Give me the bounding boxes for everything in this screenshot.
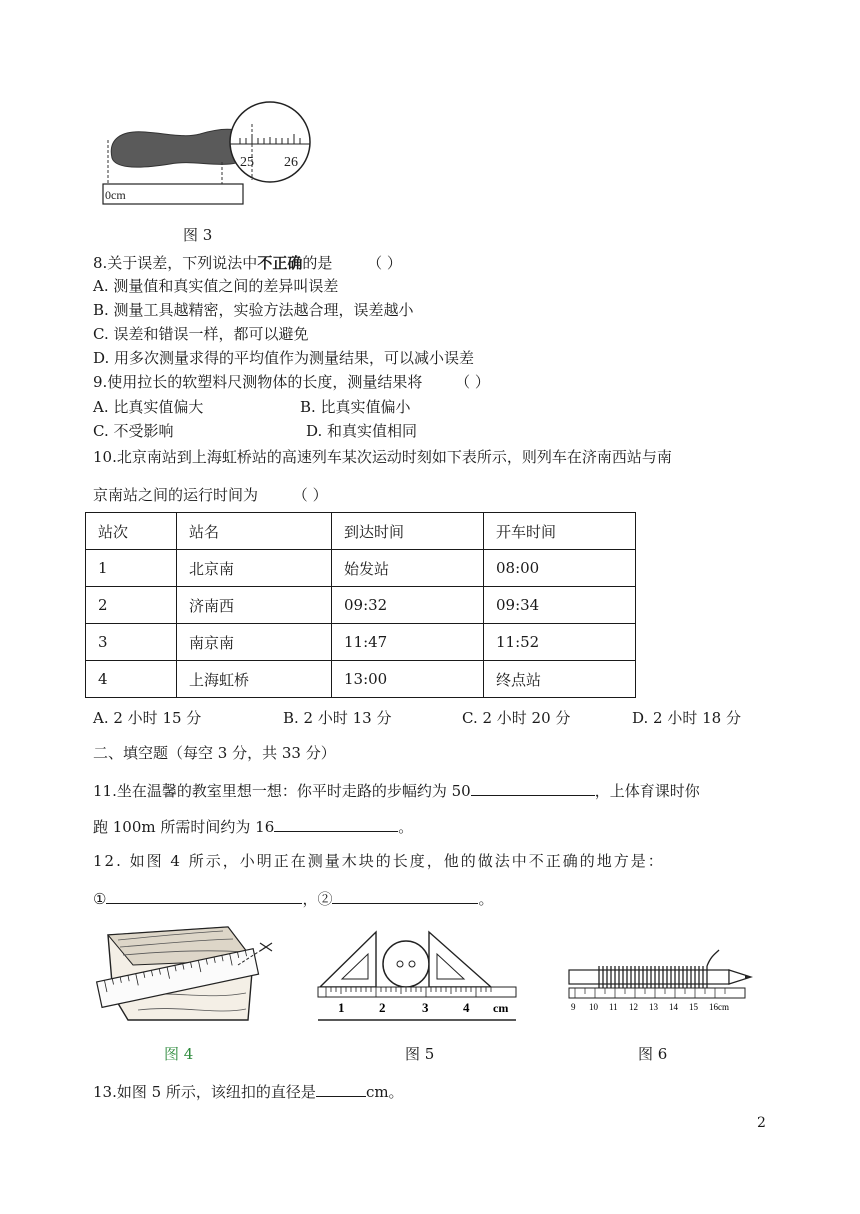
table-cell: 1 bbox=[86, 550, 177, 587]
table-cell: 08:00 bbox=[484, 550, 636, 587]
ruler-unit-label: cm bbox=[493, 1001, 509, 1015]
q12-line1: 12. 如图 4 所示，小明正在测量木块的长度，他的做法中不正确的地方是： bbox=[93, 852, 665, 870]
q12-sep: ， bbox=[302, 890, 318, 908]
table-cell: 南京南 bbox=[177, 624, 332, 661]
q13-text-a: 13.如图 5 所示，该纽扣的直径是 bbox=[93, 1083, 316, 1101]
table-row bbox=[86, 550, 636, 587]
q10-stem-line2 bbox=[93, 485, 328, 505]
q8-stem-a: 8.关于误差，下列说法中 bbox=[93, 254, 258, 272]
q9-stem-text: 9.使用拉长的软塑料尺测物体的长度，测量结果将 bbox=[93, 373, 423, 391]
eye-mark bbox=[260, 943, 272, 951]
q9-option-d: D. 和真实值相同 bbox=[306, 422, 418, 440]
ruler bbox=[569, 988, 745, 998]
q8-option-d: D. 用多次测量求得的平均值作为测量结果，可以减小误差 bbox=[93, 349, 475, 367]
table-cell: 4 bbox=[86, 661, 177, 698]
train-schedule-table bbox=[85, 512, 636, 698]
ruler-tick-label: 9 bbox=[571, 1002, 576, 1012]
q12-mark-1: ① bbox=[93, 890, 107, 908]
table-cell: 11:47 bbox=[332, 624, 484, 661]
q9-stem bbox=[93, 372, 490, 392]
q12-blank-1[interactable] bbox=[106, 887, 302, 904]
table-cell: 09:34 bbox=[484, 587, 636, 624]
q9-option-b: B. 比真实值偏小 bbox=[300, 398, 411, 416]
figure-5-button-diameter bbox=[316, 932, 526, 1024]
q9-option-c: C. 不受影响 bbox=[93, 422, 174, 440]
q10-option-b: B. 2 小时 13 分 bbox=[283, 709, 392, 727]
table-cell: 终点站 bbox=[484, 661, 636, 698]
q8-stem-b: 的是 bbox=[302, 254, 333, 272]
table-cell: 3 bbox=[86, 624, 177, 661]
q12-end: 。 bbox=[478, 890, 494, 908]
q12-blank-2[interactable] bbox=[332, 887, 478, 904]
ruler-tick-label: 11 bbox=[609, 1002, 618, 1012]
q11-line1 bbox=[93, 779, 700, 801]
ruler-zero-label: 0cm bbox=[105, 188, 126, 202]
table-cell: 北京南 bbox=[177, 550, 332, 587]
q11-blank-1[interactable] bbox=[471, 779, 595, 796]
tick-26-label: 26 bbox=[284, 155, 298, 170]
q13-text-b: cm。 bbox=[365, 1083, 404, 1101]
q8-option-b: B. 测量工具越精密，实验方法越合理，误差越小 bbox=[93, 301, 414, 319]
q10-paren: （ ） bbox=[292, 486, 328, 504]
ruler-tick-label: 10 bbox=[589, 1002, 598, 1012]
q9-option-a: A. 比真实值偏大 bbox=[93, 398, 204, 416]
section-2-title: 二、填空题（每空 3 分，共 33 分） bbox=[93, 744, 336, 762]
table-cell: 09:32 bbox=[332, 587, 484, 624]
table-cell: 2 bbox=[86, 587, 177, 624]
q8-option-c: C. 误差和错误一样，都可以避免 bbox=[93, 325, 309, 343]
q11-line1-a: 11.坐在温馨的教室里想一想：你平时走路的步幅约为 50 bbox=[93, 782, 471, 800]
table-cell: 11:52 bbox=[484, 624, 636, 661]
ruler-tick-label: 1 bbox=[338, 1000, 345, 1015]
figure-3-caption: 图 3 bbox=[183, 226, 213, 244]
ruler-tick-label: 12 bbox=[629, 1002, 638, 1012]
table-cell: 始发站 bbox=[332, 550, 484, 587]
q12-mark-2: ② bbox=[317, 890, 333, 908]
pencil bbox=[569, 970, 729, 984]
ruler-tick-label: 14 bbox=[669, 1002, 678, 1012]
q10-stem-line1: 10.北京南站到上海虹桥站的高速列车某次运动时刻如下表所示，则列车在济南西站与南 bbox=[93, 448, 672, 466]
q10-stem-line2-text: 京南站之间的运行时间为 bbox=[93, 486, 259, 504]
q13-line bbox=[93, 1080, 404, 1102]
figure-3-shoe-ruler bbox=[100, 100, 320, 215]
ruler-tick-label: 3 bbox=[422, 1000, 429, 1015]
q10-option-a: A. 2 小时 15 分 bbox=[93, 709, 202, 727]
table-cell: 上海虹桥 bbox=[177, 661, 332, 698]
page-number: 2 bbox=[757, 1115, 766, 1131]
q10-option-c: C. 2 小时 20 分 bbox=[462, 709, 571, 727]
q13-blank[interactable] bbox=[316, 1080, 366, 1097]
ruler-tick-label: 15 bbox=[689, 1002, 698, 1012]
table-header-cell: 到达时间 bbox=[332, 513, 484, 550]
q8-option-a: A. 测量值和真实值之间的差异叫误差 bbox=[93, 277, 339, 295]
ruler-tick-label: 2 bbox=[379, 1000, 386, 1015]
table-row bbox=[86, 624, 636, 661]
q8-stem bbox=[93, 253, 402, 273]
button-circle bbox=[383, 941, 429, 987]
figure-6-caption: 图 6 bbox=[638, 1045, 668, 1063]
figure-4-caption: 图 4 bbox=[164, 1045, 194, 1063]
table-cell: 济南西 bbox=[177, 587, 332, 624]
q8-paren: （ ） bbox=[367, 254, 402, 272]
table-header-row bbox=[86, 513, 636, 550]
figure-5-caption: 图 5 bbox=[405, 1045, 435, 1063]
tick-25-label: 25 bbox=[240, 155, 254, 170]
table-header-cell: 站次 bbox=[86, 513, 177, 550]
q8-stem-bold: 不正确 bbox=[257, 254, 303, 272]
table-cell: 13:00 bbox=[332, 661, 484, 698]
q11-line2-a: 跑 100m 所需时间约为 16 bbox=[93, 818, 275, 836]
table-header-cell: 开车时间 bbox=[484, 513, 636, 550]
table-header-cell: 站名 bbox=[177, 513, 332, 550]
q11-line2 bbox=[93, 815, 413, 837]
q11-line2-b: 。 bbox=[398, 818, 414, 836]
table-row bbox=[86, 587, 636, 624]
q10-option-d: D. 2 小时 18 分 bbox=[632, 709, 741, 727]
ruler-tick-label: 13 bbox=[649, 1002, 658, 1012]
table-row bbox=[86, 661, 636, 698]
q11-line1-b: ，上体育课时你 bbox=[594, 782, 700, 800]
ruler-tick-label: 4 bbox=[463, 1000, 470, 1015]
figure-6-coiled-wire bbox=[565, 948, 765, 1018]
ruler-tick-label: 16cm bbox=[709, 1002, 729, 1012]
figure-4-wood-block bbox=[98, 925, 288, 1025]
q9-paren: （ ） bbox=[455, 373, 490, 391]
q12-line2 bbox=[93, 887, 494, 909]
q11-blank-2[interactable] bbox=[274, 815, 398, 832]
